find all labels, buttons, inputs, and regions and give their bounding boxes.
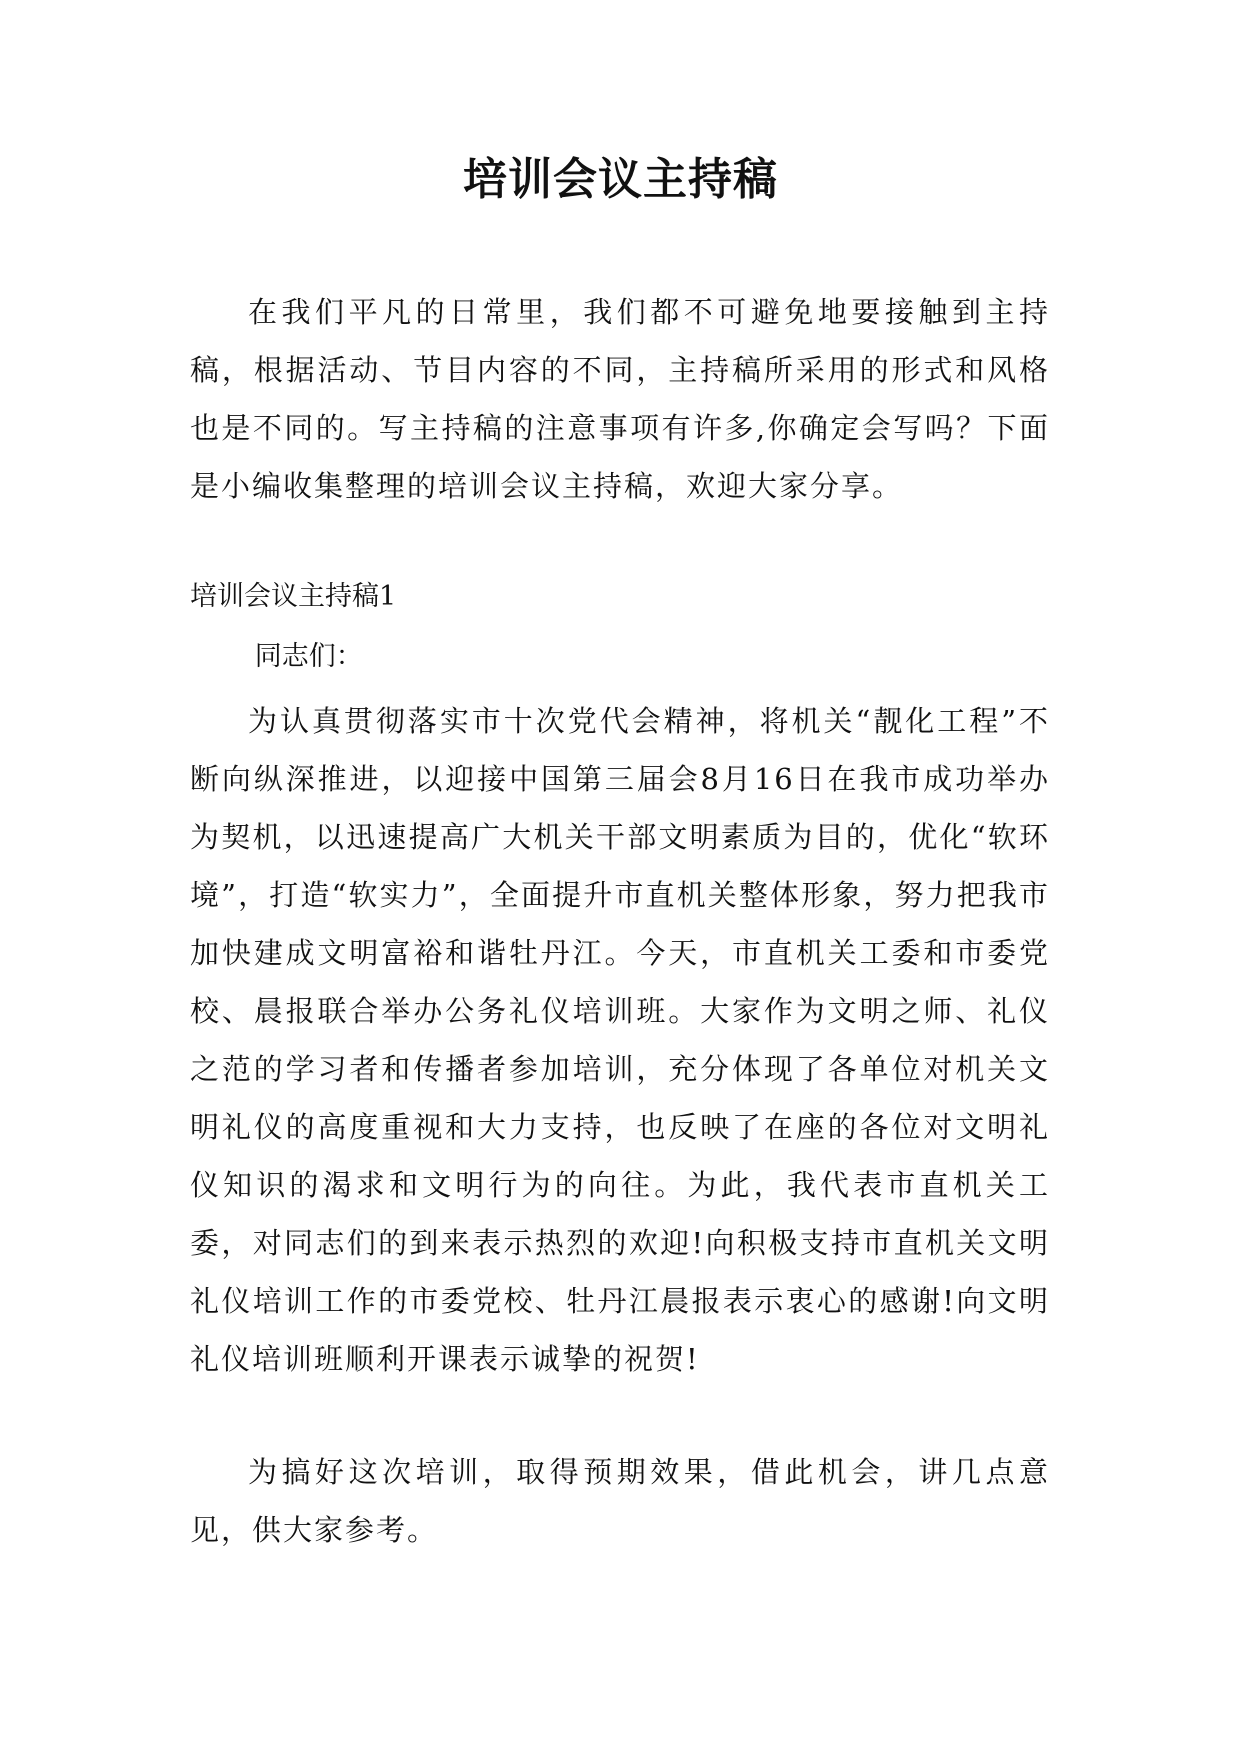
intro-paragraph: 在我们平凡的日常里，我们都不可避免地要接触到主持稿，根据活动、节目内容的不同，主持稿所采用的形式和风格也是不同的。写主持稿的注意事项有许多,你确定会写吗？下面是小编收集整理的培训会议主持稿，欢迎大家分享。 (190, 295, 1050, 503)
body-paragraph: 为认真贯彻落实市十次党代会精神，将机关“靓化工程”不断向纵深推进，以迎接中国第三届会8月16日在我市成功举办为契机，以迅速提高广大机关干部文明素质为目的，优化“软环境”，打造“软实力”，全面提升市直机关整体形象，努力把我市加快建成文明富裕和谐牡丹江。今天，市直机关工委和市委党校、晨报联合举办公务礼仪培训班。大家作为文明之师、礼仪之范的学习者和传播者参加培训，充分体现了各单位对机关文明礼仪的高度重视和大力支持，也反映了在座的各位对文明礼仪知识的渴求和文明行为的向往。为此，我代表市直机关工委，对同志们的到来表示热烈的欢迎!向积极支持市直机关文明礼仪培训工作的市委党校、牡丹江晨报表示衷心的感谢!向文明礼仪培训班顺利开课表示诚挚的祝贺! (190, 704, 1050, 1376)
body-paragraph: 为搞好这次培训，取得预期效果，借此机会，讲几点意见，供大家参考。 (190, 1455, 1050, 1547)
salutation: 同志们： (254, 641, 363, 672)
document-title: 培训会议主持稿 (463, 154, 778, 205)
section-heading: 培训会议主持稿1 (190, 581, 397, 612)
